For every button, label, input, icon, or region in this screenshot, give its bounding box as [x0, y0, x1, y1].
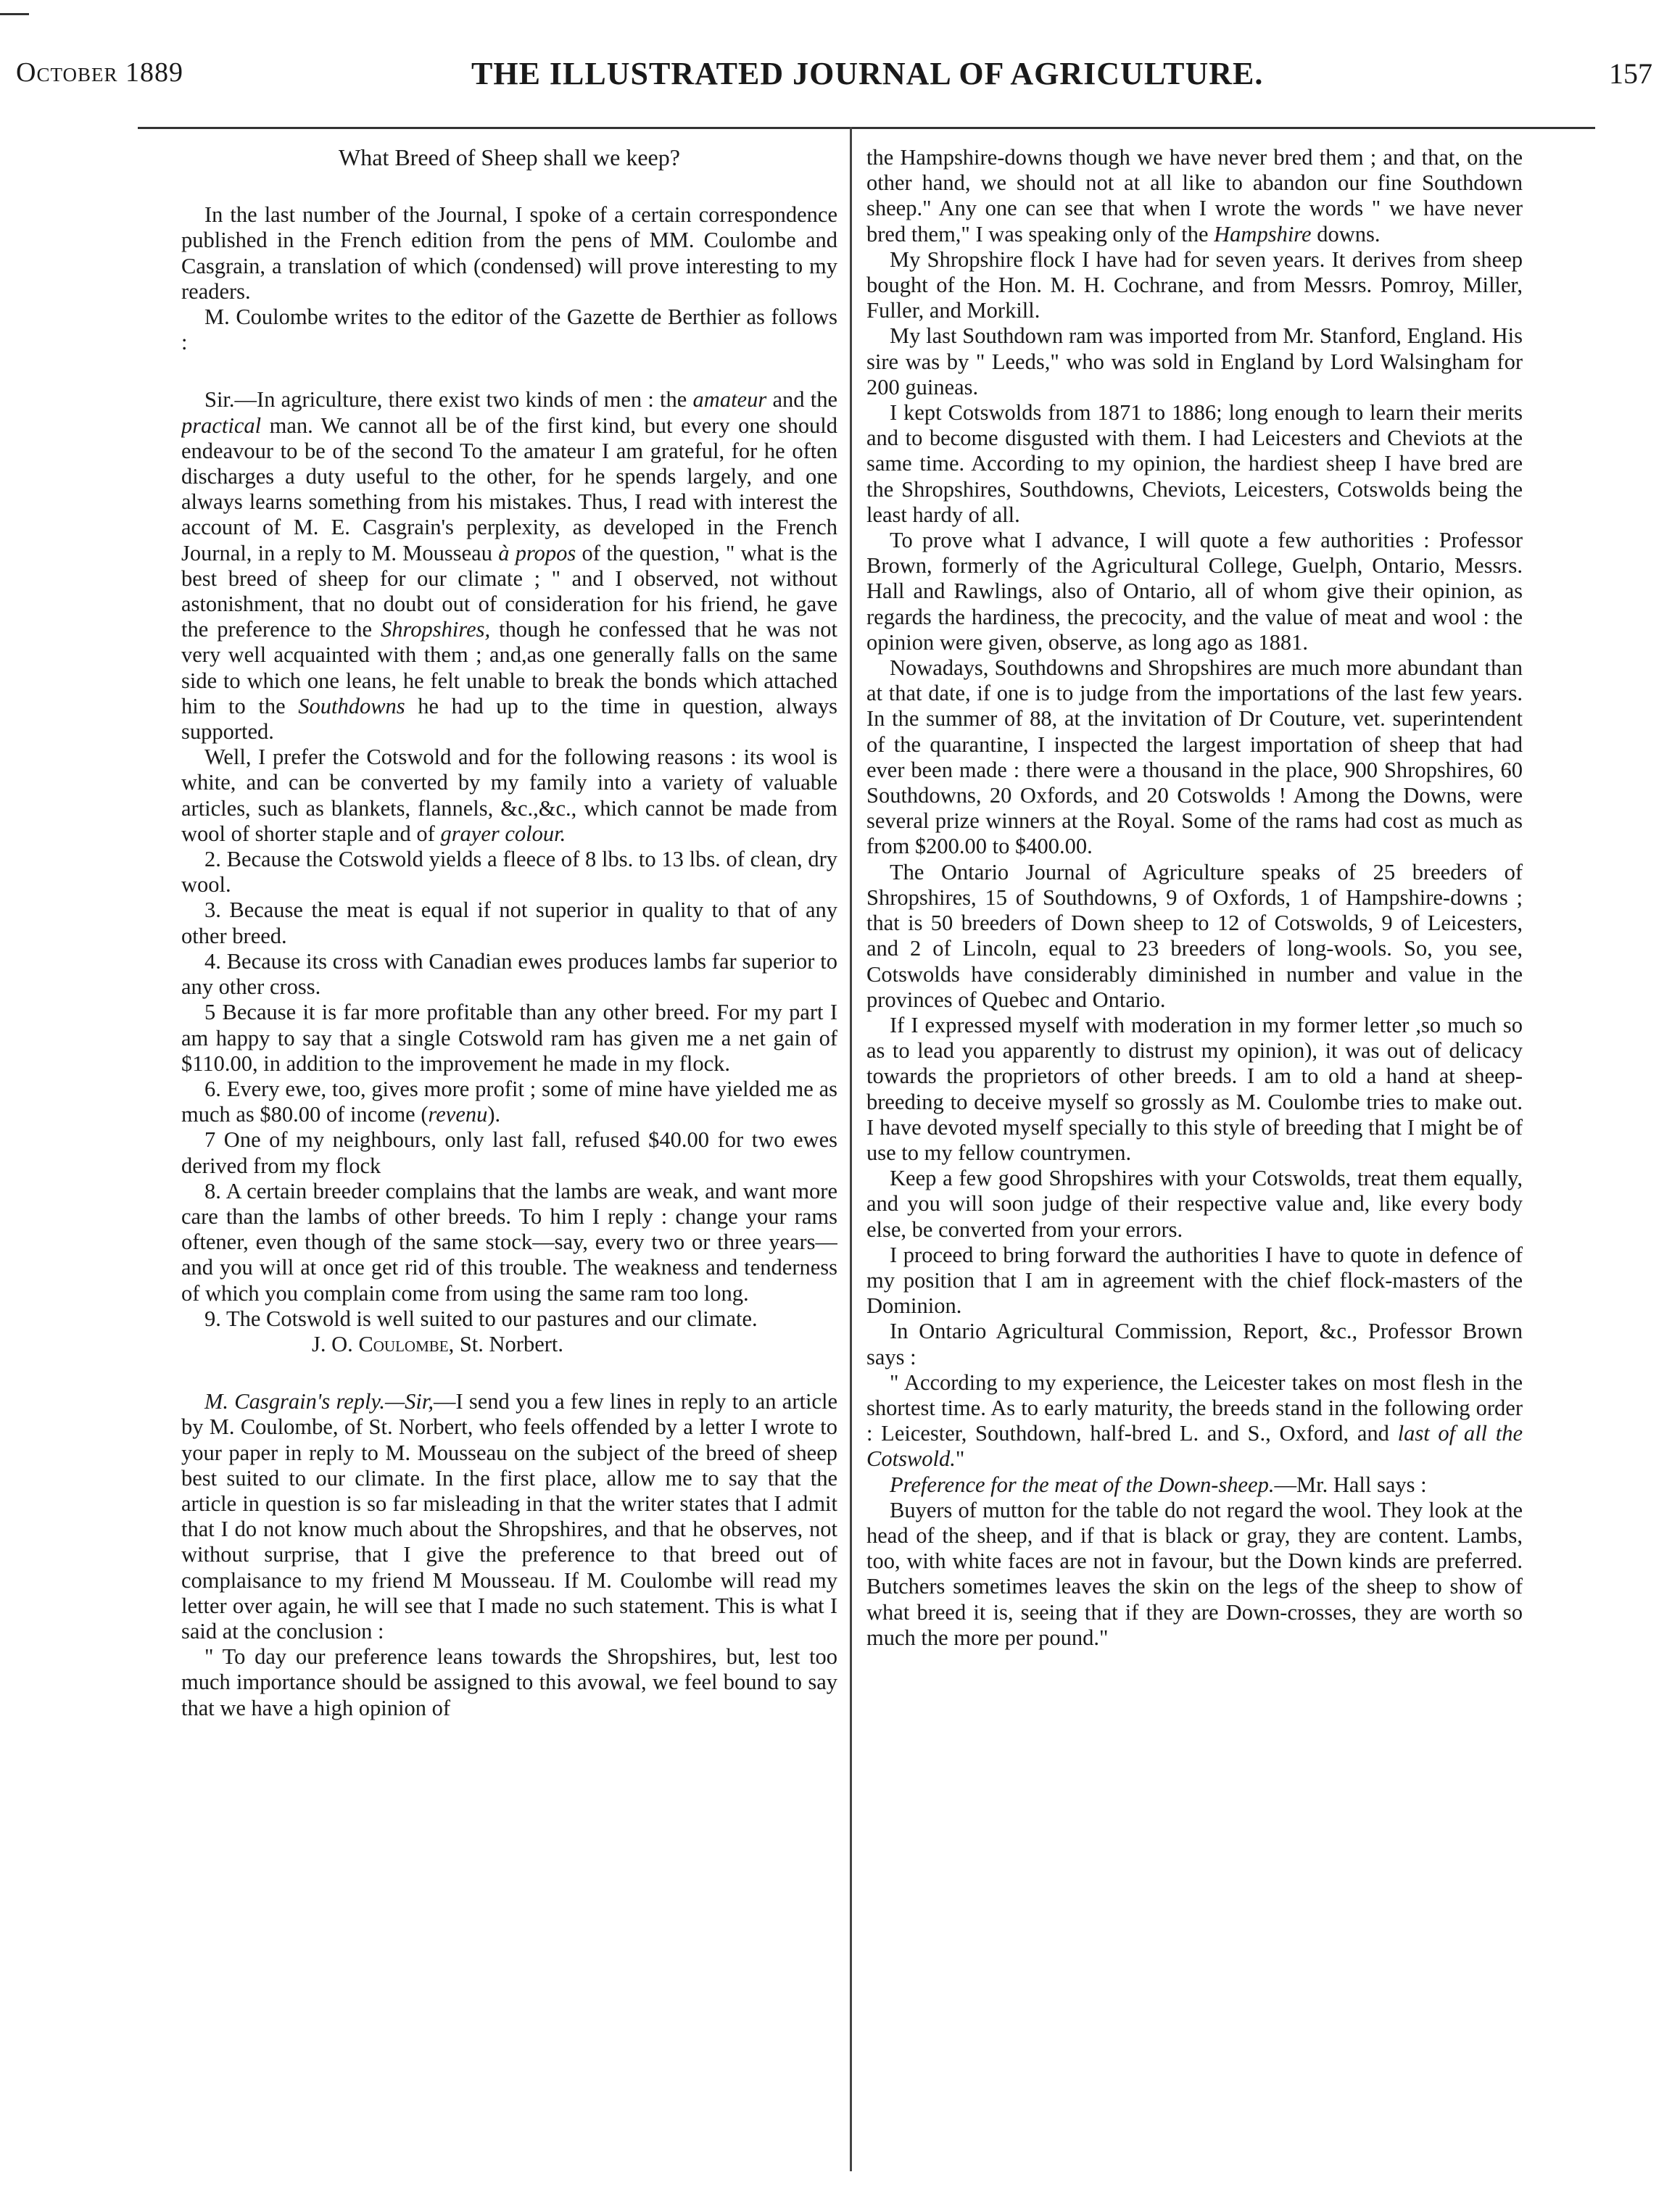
corner-rule [0, 13, 29, 15]
text-run: Well, I prefer the Cotswold and for the following reasons : its wool is white, and can be converted by my family into a variety of valuable articles, such as blankets, flannels, &c.,&c., which cannot be made from wool of shorter staple and of [181, 745, 837, 846]
text-run: of the question, " what is the best breed of sheep for our climate ; " and I observed, not without astonishment, that no doubt out of consideration for his friend, he gave the preference to the [181, 540, 837, 642]
paragraph: " To day our preference leans towards the Shropshires, but, lest too much importance should be assigned to this avowal, we feel bound to say that we have a high opinion of [181, 1644, 837, 1720]
paragraph: 3. Because the meat is equal if not superior in quality to that of any other breed. [181, 898, 837, 948]
text-run: he had up to the time in question, always supported. [181, 693, 837, 745]
text-run: man. We cannot all be of the first kind, but every one should endeavour to be of the second To the amateur I am grateful, for he often discharges a duty useful to the other, for he spends largely, and one always learns something from his mistakes. Thus, I read with interest the account of M. E. Casgrain's perplexity, as developed in the French Journal, in a reply to M. Mousseau [181, 413, 837, 565]
paragraph [181, 387, 837, 745]
header-rule [138, 127, 1595, 129]
text-run: downs. [1311, 221, 1381, 246]
italic-run: revenu [428, 1102, 488, 1127]
paragraph: The Ontario Journal of Agriculture speaks of 25 breeders of Shropshires, 15 of Southdowns, 9 of Oxfords, 1 of Hampshire-downs ; that is 50 breeders of Down sheep to 12 of Cotswolds, 9 of Leicesters, and 2 of Lincoln, equal to 23 breeders of long-wools. So, you see, Cotswolds have considerably diminished in number and value in the provinces of Quebec and Ontario. [866, 859, 1523, 1012]
paragraph: My Shropshire flock I have had for seven years. It derives from sheep bought of the Hon. M. H. Cochrane, and from Messrs. Pomroy, Miller, Fuller, and Morkill. [866, 246, 1523, 323]
italic-run: Preference for the meat of the Down-sheep. [890, 1472, 1275, 1497]
page-number: 157 [1609, 57, 1652, 90]
paragraph: If I expressed myself with moderation in my former letter ,so much so as to lead you apparently to distrust my opinion), it was out of delicacy towards the proprietors of other breeds. I am to old a hand at sheep-breeding to deceive myself so grossly as M. Coulombe tries to make out. I have devoted myself specially to this style of breeding that I might be of use to my fellow countrymen. [866, 1012, 1523, 1165]
italic-run: M. Casgrain's reply.—Sir, [204, 1389, 434, 1414]
text-run: ). [487, 1102, 501, 1127]
text-run: —Mr. Hall says : [1274, 1472, 1427, 1497]
paragraph [866, 1472, 1523, 1498]
paragraph [866, 1370, 1523, 1472]
paragraph: In the last number of the Journal, I spoke of a certain correspondence published in the French edition from the pens of MM. Coulombe and Casgrain, a translation of which (condensed) will prove interesting to my readers. [181, 202, 837, 304]
paragraph: Buyers of mutton for the table do not regard the wool. They look at the head of the sheep, and if that is black or gray, they are content. Lambs, too, with white faces are not in favour, but the Down kinds are preferred. Butchers sometimes leaves the skin on the legs of the sheep to show of what breed it is, seeing that if they are Down-crosses, they are worth so much the more per pound." [866, 1497, 1523, 1650]
paragraph [866, 145, 1523, 247]
italic-run: à propos [498, 540, 576, 565]
paragraph: I proceed to bring forward the authorities I have to quote in defence of my position that I am in agreement with the chief flock-masters of the Dominion. [866, 1242, 1523, 1319]
text-run: the Hampshire-downs though we have never bred them ; and that, on the other hand, we should not at all like to abandon our fine Southdown sheep." Any one can see that when I wrote the words " we have never bred them," I was speaking only of the [866, 145, 1523, 246]
text-run: " According to my experience, the Leicester takes on most flesh in the shortest time. As to early maturity, the breeds stand in the following order : Leicester, Southdown, half-bred L. and S., Oxford, and [866, 1369, 1523, 1446]
paragraph: 9. The Cotswold is well suited to our pastures and our climate. [204, 1306, 758, 1331]
paragraph: To prove what I advance, I will quote a few authorities : Professor Brown, formerly of the Agricultural College, Guelph, Ontario, Messrs. Hall and Rawlings, also of Ontario, all of whom give their opinion, as regards the hardiness, the precocity, and the value of meat and wool : the opinion were given, observe, as long ago as 1881. [866, 528, 1523, 655]
article-title: What Breed of Sheep shall we keep? [339, 145, 680, 170]
italic-run: Southdowns [298, 693, 405, 718]
paragraph: 7 One of my neighbours, only last fall, refused $40.00 for two ewes derived from my flock [181, 1127, 837, 1178]
signature-line [181, 1332, 837, 1357]
paragraph: 8. A certain breeder complains that the lambs are weak, and want more care than the lambs of other breeds. To him I reply : change your rams oftener, even though of the same stock—say, every two or three years—and you will at once get rid of this trouble. The weakness and tenderness of which you complain come from using the same ram too long. [181, 1178, 837, 1306]
journal-title: THE ILLUSTRATED JOURNAL OF AGRICULTURE. [471, 56, 1264, 91]
italic-run: last of all the Cotswold. [866, 1421, 1523, 1472]
paragraph: 4. Because its cross with Canadian ewes produces lambs far superior to any other cross. [181, 948, 837, 1000]
paragraph: 5 Because it is far more profitable than any other breed. For my part I am happy to say that a single Cotswold ram has given me a net gain of $110.00, in addition to the improvement he made in my flock. [181, 1000, 837, 1076]
paragraph [181, 1389, 837, 1644]
text-run: though he confessed that he was not very well acquainted with them ; and,as one generally falls on the same side to which one leans, he felt unable to break the bonds which attached him to the [181, 617, 837, 718]
italic-run: amateur [692, 387, 767, 413]
italic-run: Hampshire [1214, 221, 1312, 246]
italic-run: practical [181, 413, 262, 438]
paragraph [181, 1077, 837, 1127]
paragraph: My last Southdown ram was imported from Mr. Stanford, England. His sire was by " Leeds," who was sold in England by Lord Walsingham for 200 guineas. [866, 323, 1523, 399]
paragraph: In Ontario Agricultural Commission, Report, &c., Professor Brown says : [866, 1319, 1523, 1369]
column-divider [850, 127, 852, 2171]
issue-date: October 1889 [16, 57, 183, 88]
left-column [181, 145, 837, 2168]
text-run: " [955, 1446, 965, 1472]
text-run: and the [766, 387, 837, 413]
italic-run: grayer colour. [440, 821, 566, 846]
paragraph [181, 745, 837, 847]
paragraph: Nowadays, Southdowns and Shropshires are much more abundant than at that date, if one is to judge from the importations of the last few years. In the summer of 88, at the invitation of Dr Couture, vet. superintendent of the quarantine, I inspected the largest importation of sheep that had ever been made : there were a thousand in the place, 900 Shropshires, 60 Southdowns, 20 Oxfords, and 20 Cotswolds ! Among the Downs, were several prize winners at the Royal. Some of the rams had cost as much as from $200.00 to $400.00. [866, 655, 1523, 859]
text-run: —I send you a few lines in reply to an article by M. Coulombe, of St. Norbert, who feels offended by a letter I wrote to your paper in reply to M. Mousseau on the subject of the breed of sheep best suited to our climate. In the first place, allow me to say that the article in question is so far misleading in that the writer states that I admit that I do not know much about the Shropshires, and that he observes, not without surprise, that I give the preference to that breed out of complaisance to my friend M Mousseau. If M. Coulombe will read my letter over again, he will see that I made no such statement. This is what I said at the conclusion : [181, 1389, 837, 1644]
signature-name: J. O. Coulombe, [312, 1331, 455, 1356]
italic-run: Shropshires, [381, 617, 491, 642]
signature-place: St. Norbert. [454, 1331, 563, 1356]
page-header [0, 43, 1680, 101]
text-run: 6. Every ewe, too, gives more profit ; some of mine have yielded me as much as $80.00 of income ( [181, 1076, 837, 1127]
paragraph: M. Coulombe writes to the editor of the Gazette de Berthier as follows : [181, 304, 837, 355]
paragraph: Keep a few good Shropshires with your Cotswolds, treat them equally, and you will soon judge of their respective value and, like every body else, be converted from your errors. [866, 1166, 1523, 1242]
paragraph: I kept Cotswolds from 1871 to 1886; long enough to learn their merits and to become disgusted with them. I had Leicesters and Cheviots at the same time. According to my opinion, the hardiest sheep I have bred are the Shropshires, Southdowns, Cheviots, Leicesters, Cotswolds being the least hardy of all. [866, 400, 1523, 527]
paragraph: 2. Because the Cotswold yields a fleece of 8 lbs. to 13 lbs. of clean, dry wool. [181, 847, 837, 898]
right-column [866, 145, 1523, 2168]
text-run: Sir.—In agriculture, there exist two kinds of men : the [204, 387, 693, 413]
